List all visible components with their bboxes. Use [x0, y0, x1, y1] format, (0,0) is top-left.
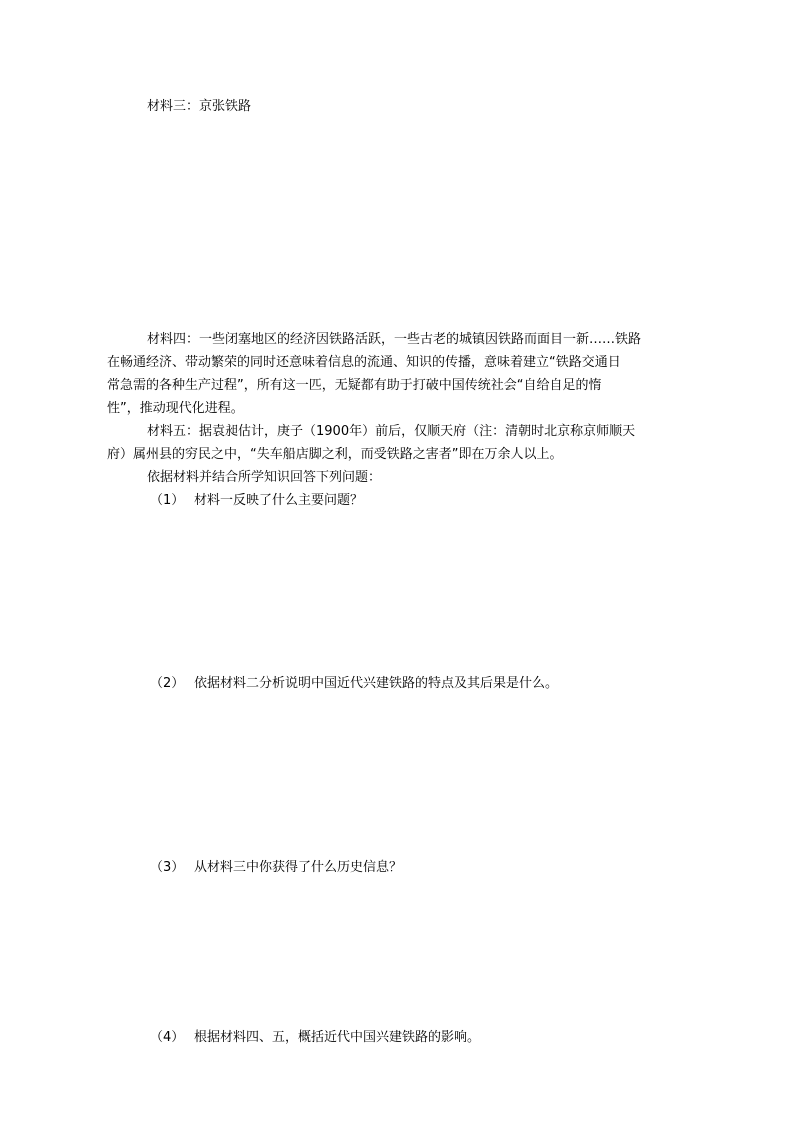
material3-label: 材料三：京张铁路: [147, 99, 252, 114]
question-text: 依据材料二分析说明中国近代兴建铁路的特点及其后果是什么。: [194, 676, 559, 691]
question-3: [150, 860, 402, 876]
question-text: 根据材料四、五，概括近代中国兴建铁路的影响。: [194, 1030, 481, 1045]
question-1: [150, 493, 363, 509]
question-number: （2）: [150, 676, 185, 691]
material5-line-2: 府）属州县的穷民之中，“失车船店脚之利，而受铁路之害者”即在万余人以上。: [107, 447, 563, 462]
question-2: [150, 676, 558, 692]
material4-line-3: 常急需的各种生产过程”，所有这一匹，无疑都有助于打破中国传统社会“自给自足的惰: [107, 378, 602, 393]
material5-line-1: 材料五：据袁昶估计，庚子（1900年）前后，仅顺天府（注：清朝时北京称京师顺天: [147, 424, 636, 439]
question-4: [150, 1030, 480, 1046]
question-text: 材料一反映了什么主要问题？: [194, 493, 364, 508]
question-number: （4）: [150, 1030, 185, 1045]
question-text: 从材料三中你获得了什么历史信息？: [194, 860, 403, 875]
material4-line-4: 性”，推动现代化进程。: [107, 401, 244, 416]
instruction: 依据材料并结合所学知识回答下列问题：: [147, 470, 382, 485]
question-number: （1）: [150, 493, 185, 508]
material4-line-2: 在畅通经济、带动繁荣的同时还意味着信息的流通、知识的传播，意味着建立“铁路交通日: [107, 355, 621, 370]
question-number: （3）: [150, 860, 185, 875]
material4-line-1: 材料四：一些闭塞地区的经济因铁路活跃，一些古老的城镇因铁路而面目一新……铁路: [147, 332, 642, 347]
